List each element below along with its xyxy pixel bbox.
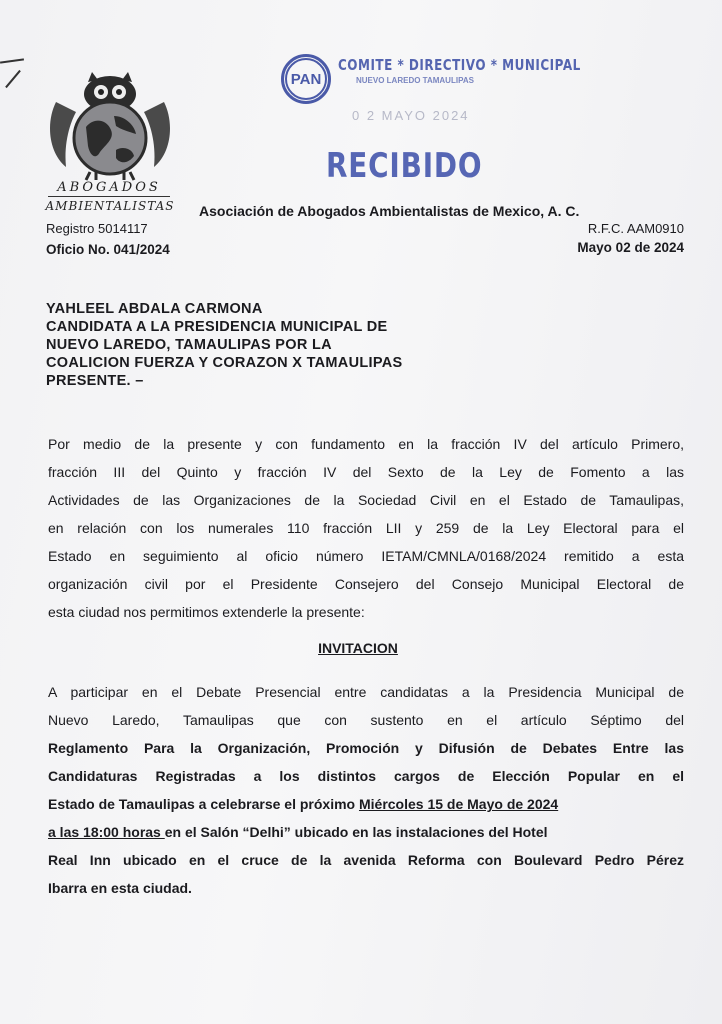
pen-mark xyxy=(0,58,24,63)
recipient-block xyxy=(46,300,402,390)
registro-number: Registro 5014117 xyxy=(46,221,148,236)
recipient-line: NUEVO LAREDO, TAMAULIPAS POR LA xyxy=(46,337,332,353)
logo-divider xyxy=(48,196,170,197)
pen-mark xyxy=(5,70,21,88)
paragraph-line: Actividades de las Organizaciones de la Sociedad Civil en el Estado de Tamaulipas, xyxy=(48,492,684,508)
recipient-line: YAHLEEL ABDALA CARMONA xyxy=(46,301,263,317)
stamp-committee-text: COMITE * DIRECTIVO * MUNICIPAL xyxy=(338,56,581,74)
invitation-heading-text: INVITACION xyxy=(318,640,398,656)
paragraph-line: Candidaturas Registradas a los distintos cargos de Elección Popular en el xyxy=(48,768,684,784)
paragraph-line xyxy=(48,818,684,846)
paragraph-line: Nuevo Laredo, Tamaulipas que con sustento en el artículo Séptimo del xyxy=(48,712,684,728)
event-intro-text: Estado de Tamaulipas a celebrarse el próximo xyxy=(48,796,359,812)
recipient-line: CANDIDATA A LA PRESIDENCIA MUNICIPAL DE xyxy=(46,319,388,335)
paragraph-line: Ibarra en esta ciudad. xyxy=(48,880,192,896)
recipient-line: COALICION FUERZA Y CORAZON X TAMAULIPAS xyxy=(46,355,403,371)
stamp-received-label: RECIBIDO xyxy=(326,146,483,186)
invitation-heading xyxy=(0,640,722,656)
logo-text-top: ABOGADOS xyxy=(57,180,161,195)
paragraph-line: Real Inn ubicado en el cruce de la avenida Reforma con Boulevard Pedro Pérez xyxy=(48,852,684,868)
body-paragraph-2 xyxy=(48,678,684,902)
oficio-number: Oficio No. 041/2024 xyxy=(46,242,170,257)
association-name: Asociación de Abogados Ambientalistas de Mexico, A. C. xyxy=(199,203,580,219)
paragraph-line: esta ciudad nos permitimos extenderle la presente: xyxy=(48,604,365,620)
event-time-text: a las 18:00 horas xyxy=(48,824,165,840)
stamp-date: 0 2 MAYO 2024 xyxy=(352,108,470,123)
paragraph-line: en relación con los numerales 110 fracción LII y 259 de la Ley Electoral para el xyxy=(48,520,684,536)
paragraph-line: Reglamento Para la Organización, Promoción y Difusión de Debates Entre las xyxy=(48,740,684,756)
event-date-text: Miércoles 15 de Mayo de 2024 xyxy=(358,796,559,812)
stamp-city-text: NUEVO LAREDO TAMAULIPAS xyxy=(356,76,474,85)
pan-stamp-logo-text: PAN xyxy=(290,70,322,88)
paragraph-line: Por medio de la presente y con fundamento en la fracción IV del artículo Primero, xyxy=(48,436,684,452)
paragraph-line: Estado en seguimiento al oficio número IETAM/CMNLA/0168/2024 remitido a esta xyxy=(48,548,684,564)
event-venue-text: en el Salón “Delhi” ubicado en las instalaciones del Hotel xyxy=(164,824,548,840)
pan-stamp-logo-icon xyxy=(281,54,331,104)
logo-text-bottom: AMBIENTALISTAS xyxy=(45,199,175,213)
body-paragraph-1 xyxy=(48,430,684,626)
paragraph-line xyxy=(48,790,684,818)
paragraph-line: organización civil por el Presidente Consejero del Consejo Municipal Electoral de xyxy=(48,576,684,592)
document-date: Mayo 02 de 2024 xyxy=(577,240,684,255)
paragraph-line: fracción III del Quinto y fracción IV del Sexto de la Ley de Fomento a las xyxy=(48,464,684,480)
recipient-line: PRESENTE. – xyxy=(46,373,144,389)
paragraph-line: A participar en el Debate Presencial entre candidatas a la Presidencia Municipal de xyxy=(48,684,684,700)
rfc-number: R.F.C. AAM0910 xyxy=(587,221,684,236)
